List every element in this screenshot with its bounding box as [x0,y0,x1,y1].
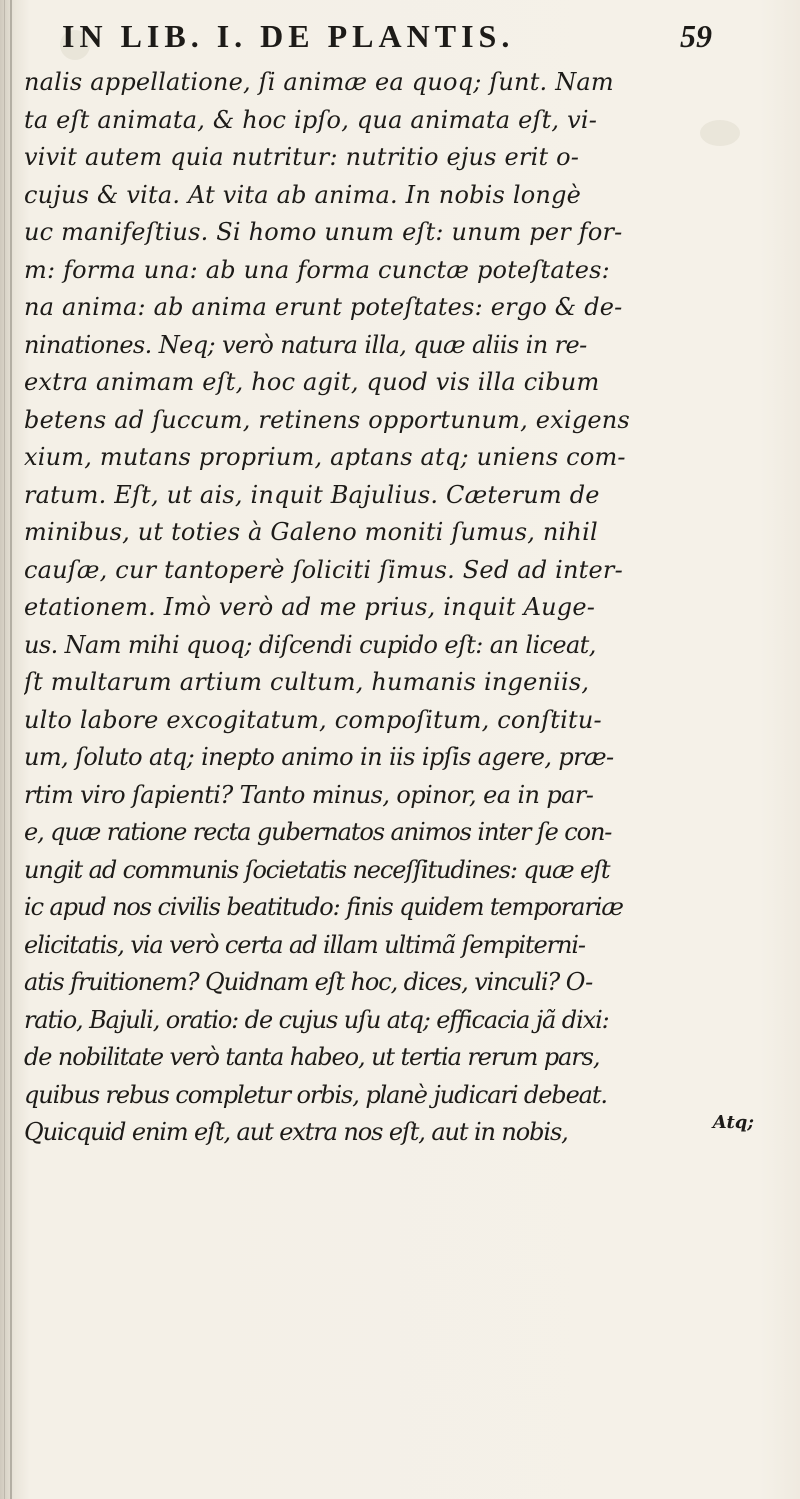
gutter-edge [4,0,5,1499]
text-line: extra animam eſt, hoc agit, quod vis illa cibum [24,368,600,396]
text-line: uc manifeſtius. Si homo unum eſt: unum per for- [24,218,623,246]
text-line: atis fruitionem? Quidnam eſt hoc, dices, vinculi? O- [24,968,593,996]
text-line: xium, mutans proprium, aptans atq; uniens com- [24,443,626,471]
text-line: cauſæ, cur tantoperè ſoliciti ſimus. Sed ad inter- [24,555,623,584]
text-line: ninationes. Neq; verò natura illa, quæ aliis in re- [24,330,587,359]
text-line: minibus, ut toties à Galeno moniti ſumus, nihil [24,518,598,546]
text-line: ſt multarum artium cultum, humanis ingeniis, [24,668,590,696]
text-line: ungit ad communis ſocietatis neceſſitudines: quæ eſt [24,855,610,884]
text-line: quibus rebus completur orbis, planè judicari debeat. [24,1080,607,1109]
text-line: ic apud nos civilis beatitudo: finis quidem temporariæ [24,893,623,921]
text-line: nalis appellatione, ſi animæ ea quoq; ſunt. Nam [24,68,614,96]
text-line: elicitatis, via verò certa ad illam ultimã ſempiterni- [24,930,585,959]
text-line: betens ad ſuccum, retinens opportunum, exigens [24,405,630,434]
gutter-shadow [10,0,12,1499]
running-title: IN LIB. I. DE PLANTIS. [62,18,515,54]
text-line: etationem. Imò verò ad me prius, inquit Auge- [24,593,596,621]
text-line: um, ſoluto atq; inepto animo in iis ipſis agere, præ- [24,743,614,771]
text-line: rtim viro ſapienti? Tanto minus, opinor, ea in par- [24,780,594,809]
page-number: 59 [680,18,712,54]
text-line: ratio, Bajuli, oratio: de cujus uſu atq; efficacia jã dixi: [24,1005,609,1034]
text-line: ulto labore excogitatum, compoſitum, conſtitu- [24,705,602,734]
text-line: m: forma una: ab una forma cunctæ poteſtates: [24,255,610,284]
text-line: ratum. Eſt, ut ais, inquit Bajulius. Cæterum de [24,480,600,509]
text-line: na anima: ab anima erunt poteſtates: ergo & de- [24,293,623,321]
catchword: Atq; [712,1112,754,1133]
text-line: e, quæ ratione recta gubernatos animos inter ſe con- [24,818,612,846]
text-line: Quicquid enim eſt, aut extra nos eſt, aut in nobis, [24,1118,568,1146]
body-text [24,64,724,1152]
text-line: us. Nam mihi quoq; diſcendi cupido eſt: an liceat, [24,630,596,659]
text-line: de nobilitate verò tanta habeo, ut tertia rerum pars, [24,1043,600,1071]
running-header [62,14,752,58]
text-line: cujus & vita. At vita ab anima. In nobis longè [24,180,582,209]
text-line: ta eſt animata, & hoc ipſo, qua animata eſt, vi- [24,105,598,134]
text-line: vivit autem quia nutritur: nutritio ejus erit o- [24,143,580,171]
